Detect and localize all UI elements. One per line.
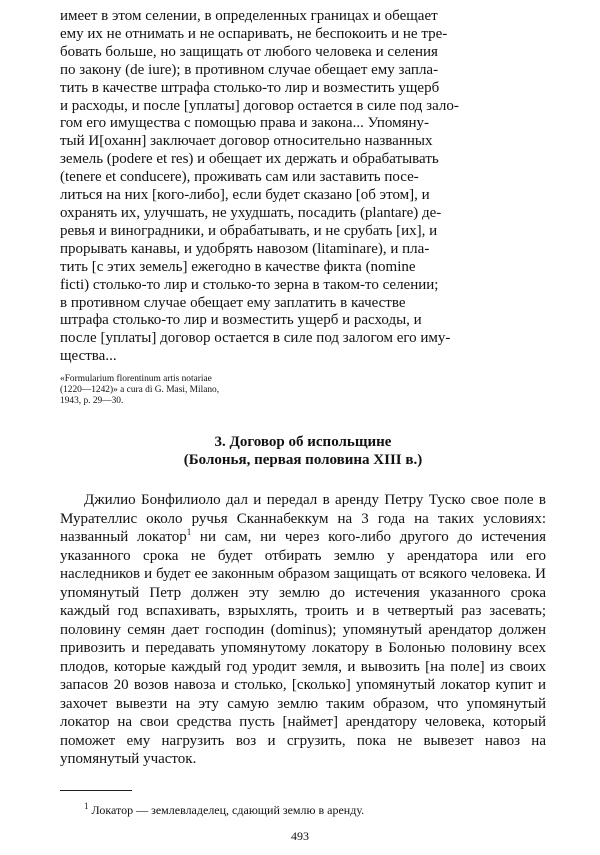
- footnote-text: Локатор — землевладелец, сдающий землю в аренду.: [88, 803, 365, 817]
- text-line: ему их не отнимать и не оспаривать, не беспокоить и не тре-: [60, 25, 448, 42]
- text-line: щества...: [60, 348, 117, 365]
- footnote-divider: [60, 790, 132, 791]
- section-heading: [60, 433, 546, 469]
- paragraph-text: ни сам, ни через кого-либо другого до истечения указанного срока не будет отбирать землю у арендатора или его наследников и будет ее законным образом защищать от всякого человека. И упомянутый Петр должен эту землю до истечения указанного срока каждый год вспахивать, взрыхлять, троить и в четвертый раз засевать; половину семян дает господин (dominus); упомянутый арендатор должен привозить и передавать упомянутому локатору в Болонью половину всех плодов, которые каждый год уродит земля, и вывозить [на поле] из своих запасов 20 возов навоза и столько, [сколько] упомянутый локатор купит и захочет вывезти на эту самую землю таким образом, что упомянутый локатор на свои средства пусть [наймет] арендатору человека, который поможет ему нагрузить воз и сгрузить, пока не вывезет навоз на упомянутый участок.: [60, 529, 546, 768]
- citation-line: (1220—1242)» a cura di G. Masi, Milano,: [60, 385, 220, 396]
- section-heading-line: 3. Договор об испольщине: [214, 434, 392, 451]
- page-body: [60, 8, 546, 769]
- footnote: [84, 803, 364, 817]
- text-line: (tenere et conducere), проживать сам или заставить посе-: [60, 169, 419, 186]
- text-line: в противном случае обещает ему заплатить в качестве: [60, 294, 406, 311]
- text-line: прорывать канавы, и удобрять навозом (litaminare), и пла-: [60, 240, 430, 257]
- section-heading-subtitle: (Болонья, первая половина XIII в.): [183, 452, 423, 469]
- page-number: 493: [291, 829, 309, 843]
- text-line: ficti) столько-то лир и столько-то зерна в таком-то селении;: [60, 276, 439, 293]
- source-citation: [60, 374, 546, 407]
- paragraph-contract-terms: [60, 8, 546, 366]
- text-line: бовать больше, но защищать от любого человека и селения: [60, 43, 438, 60]
- text-line: после [уплаты] договор остается в силе под залогом его иму-: [60, 330, 451, 347]
- footnote-mark: 1: [84, 801, 89, 811]
- text-line: тить [с этих земель] ежегодно в качестве фикта (nomine: [60, 258, 416, 275]
- paragraph-sharecropping-contract: [60, 491, 546, 769]
- text-line: охранять их, улучшать, не ухудшать, посадить (plantare) де-: [60, 204, 442, 221]
- text-line: земель (podere et res) и обещает их держать и обрабатывать: [60, 151, 439, 168]
- text-line: гом его имущества с помощью права и закона... Упомяну-: [60, 115, 430, 132]
- text-line: литься на них [кого-либо], если будет сказано [об этом], и: [60, 187, 430, 204]
- text-line: по закону (de iure); в противном случае обещает ему запла-: [60, 61, 439, 78]
- text-line: имеет в этом селении, в определенных границах и обещает: [60, 8, 438, 24]
- text-line: ревья и виноградники, и обрабатывать, и не срубать [их], и: [60, 222, 438, 239]
- text-line: тить в качестве штрафа столько-то лир и возместить ущерб: [60, 79, 440, 96]
- footnote-reference[interactable]: 1: [186, 527, 192, 538]
- citation-line: «Formularium florentinum artis notariae: [60, 374, 212, 385]
- citation-line: 1943, p. 29—30.: [60, 396, 124, 407]
- text-line: тый И[оханн] заключает договор относительно названных: [60, 133, 433, 150]
- paragraph-text: Джилио Бонфилиоло дал и передал в аренду Петру Туско свое поле в Мурателлис около ручья Сканнабеккум на 3 года на таких условиях: названный локатор: [60, 492, 546, 546]
- text-line: штрафа столько-то лир и возместить ущерб и расходы, и: [60, 312, 422, 329]
- text-line: и расходы, и после [уплаты] договор остается в силе под зало-: [60, 97, 459, 114]
